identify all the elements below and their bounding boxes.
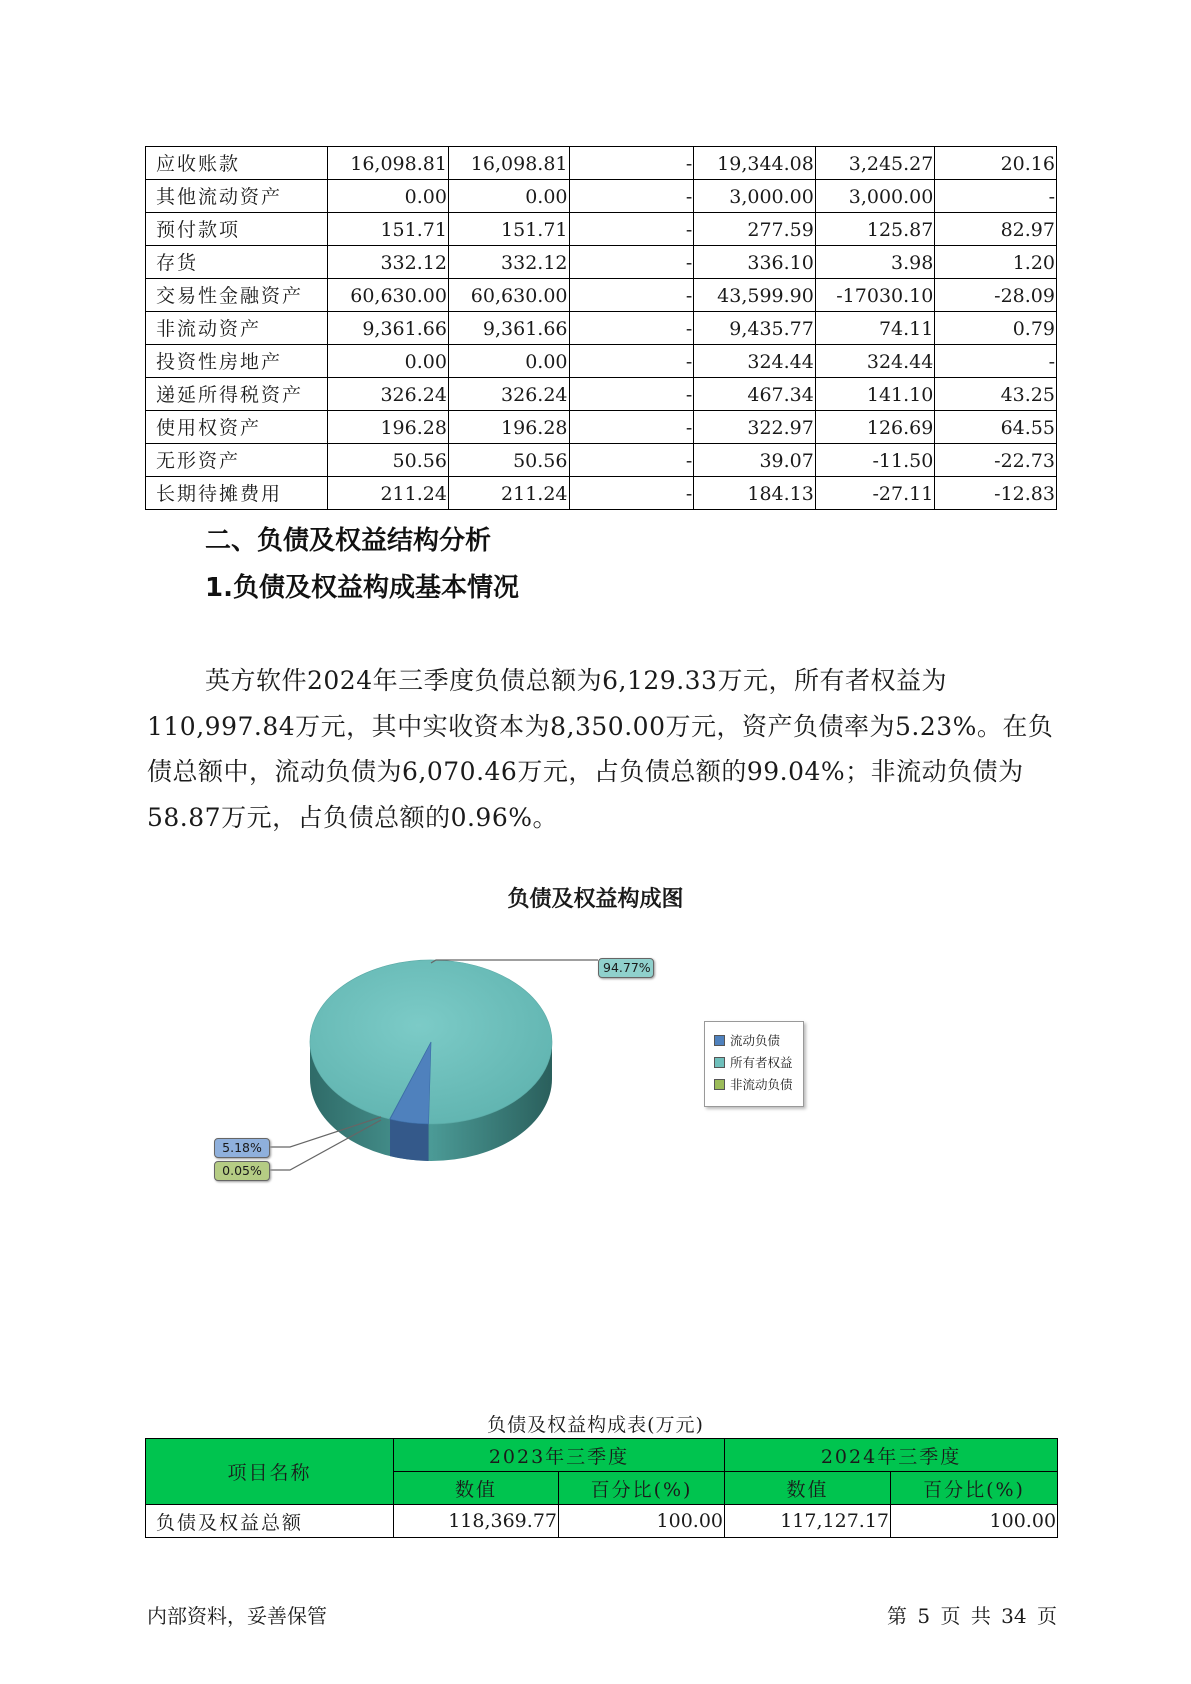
table-cell: - xyxy=(569,246,694,279)
table-cell: 211.24 xyxy=(328,477,449,510)
table-cell: -27.11 xyxy=(815,477,935,510)
legend-swatch-current-liabilities xyxy=(714,1035,725,1046)
table-cell: 126.69 xyxy=(815,411,935,444)
table-cell: - xyxy=(569,378,694,411)
table-cell: 16,098.81 xyxy=(328,147,449,180)
table-cell: 60,630.00 xyxy=(328,279,449,312)
table-cell: 125.87 xyxy=(815,213,935,246)
table-cell: 9,361.66 xyxy=(448,312,569,345)
row-label: 投资性房地产 xyxy=(146,345,328,378)
table-cell: - xyxy=(569,411,694,444)
table-cell: 196.28 xyxy=(448,411,569,444)
table-cell: - xyxy=(935,345,1057,378)
legend-item-noncurrent-liabilities: 非流动负债 xyxy=(714,1076,793,1094)
chart-title: 负债及权益构成图 xyxy=(507,887,684,912)
table-cell: 196.28 xyxy=(328,411,449,444)
table-cell: - xyxy=(569,477,694,510)
table-row xyxy=(146,1505,1058,1538)
header-2024: 2024年三季度 xyxy=(725,1439,1058,1472)
table-cell: 151.71 xyxy=(448,213,569,246)
table-cell: 467.34 xyxy=(694,378,816,411)
table-cell: 322.97 xyxy=(694,411,816,444)
table-cell: 336.10 xyxy=(694,246,816,279)
pie-label-current-liabilities: 5.18% xyxy=(214,1138,270,1158)
table-cell: 3,000.00 xyxy=(694,180,816,213)
table-cell: - xyxy=(569,180,694,213)
table-cell: 326.24 xyxy=(448,378,569,411)
header-2024-value: 数值 xyxy=(725,1472,891,1505)
header-2023: 2023年三季度 xyxy=(394,1439,725,1472)
table-cell: - xyxy=(569,444,694,477)
table-cell: 277.59 xyxy=(694,213,816,246)
header-2024-pct: 百分比(%) xyxy=(891,1472,1058,1505)
table-cell: 3,245.27 xyxy=(815,147,935,180)
table-cell: 50.56 xyxy=(328,444,449,477)
liability-table xyxy=(145,1438,1058,1538)
table-cell: 326.24 xyxy=(328,378,449,411)
row-label: 无形资产 xyxy=(146,444,328,477)
section-heading: 二、负债及权益结构分析 xyxy=(205,526,492,556)
table-caption: 负债及权益构成表(万元) xyxy=(487,1414,704,1436)
table-cell: 0.00 xyxy=(328,180,449,213)
header-2023-pct: 百分比(%) xyxy=(559,1472,725,1505)
legend-swatch-noncurrent-liabilities xyxy=(714,1079,725,1090)
sub-heading: 1.负债及权益构成基本情况 xyxy=(205,573,519,603)
legend-swatch-equity xyxy=(714,1057,725,1068)
row-label: 非流动资产 xyxy=(146,312,328,345)
table-cell: 0.79 xyxy=(935,312,1057,345)
table-cell: 3,000.00 xyxy=(815,180,935,213)
table-cell: 19,344.08 xyxy=(694,147,816,180)
chart-legend xyxy=(704,1021,804,1107)
table-cell: - xyxy=(569,213,694,246)
table-cell: 82.97 xyxy=(935,213,1057,246)
table-cell: 211.24 xyxy=(448,477,569,510)
table-cell: 141.10 xyxy=(815,378,935,411)
table-cell: -17030.10 xyxy=(815,279,935,312)
table-cell: 324.44 xyxy=(694,345,816,378)
row-label: 存货 xyxy=(146,246,328,279)
row-label: 递延所得税资产 xyxy=(146,378,328,411)
table-cell: 74.11 xyxy=(815,312,935,345)
analysis-paragraph: 英方软件2024年三季度负债总额为6,129.33万元，所有者权益为110,997.84万元，其中实收资本为8,350.00万元，资产负债率为5.23%。在负债总额中，流动负债为6,070.46万元，占负债总额的99.04%；非流动负债为58.87万元，占负债总额的0.96%。 xyxy=(147,666,1054,832)
table-cell: 60,630.00 xyxy=(448,279,569,312)
table-cell: - xyxy=(569,312,694,345)
table-cell: -11.50 xyxy=(815,444,935,477)
table-cell: 9,435.77 xyxy=(694,312,816,345)
table-cell: 0.00 xyxy=(448,180,569,213)
table-cell: - xyxy=(569,345,694,378)
pie-label-equity: 94.77% xyxy=(598,958,654,978)
legend-item-equity: 所有者权益 xyxy=(714,1054,793,1072)
row-label: 使用权资产 xyxy=(146,411,328,444)
row-label: 其他流动资产 xyxy=(146,180,328,213)
table-cell: 151.71 xyxy=(328,213,449,246)
header-2023-value: 数值 xyxy=(394,1472,559,1505)
table-cell: 9,361.66 xyxy=(328,312,449,345)
footer-page-number: 第 5 页 共 34 页 xyxy=(887,1604,1057,1628)
table-cell: 117,127.17 xyxy=(725,1505,891,1538)
table-cell: -12.83 xyxy=(935,477,1057,510)
table-cell: 20.16 xyxy=(935,147,1057,180)
table-cell: 39.07 xyxy=(694,444,816,477)
row-label: 长期待摊费用 xyxy=(146,477,328,510)
table-cell: - xyxy=(935,180,1057,213)
table-cell: - xyxy=(569,147,694,180)
legend-item-current-liabilities: 流动负债 xyxy=(714,1032,780,1050)
table-cell: 64.55 xyxy=(935,411,1057,444)
header-item-name: 项目名称 xyxy=(146,1439,394,1505)
table-cell: 16,098.81 xyxy=(448,147,569,180)
row-label: 预付款项 xyxy=(146,213,328,246)
table-cell: 3.98 xyxy=(815,246,935,279)
table-cell: 332.12 xyxy=(448,246,569,279)
table-cell: 324.44 xyxy=(815,345,935,378)
table-cell: 43,599.90 xyxy=(694,279,816,312)
table-cell: 100.00 xyxy=(891,1505,1058,1538)
footer-confidential: 内部资料，妥善保管 xyxy=(147,1604,327,1628)
pie-label-noncurrent-liabilities: 0.05% xyxy=(214,1161,270,1181)
pie-side-current-liabilities xyxy=(390,1119,429,1161)
table-cell: 332.12 xyxy=(328,246,449,279)
table-cell: 0.00 xyxy=(448,345,569,378)
table-cell: -22.73 xyxy=(935,444,1057,477)
table-cell: - xyxy=(569,279,694,312)
table-cell: 43.25 xyxy=(935,378,1057,411)
row-label: 应收账款 xyxy=(146,147,328,180)
row-label: 负债及权益总额 xyxy=(146,1505,394,1538)
table-cell: 100.00 xyxy=(559,1505,725,1538)
table-cell: 118,369.77 xyxy=(394,1505,559,1538)
table-cell: 1.20 xyxy=(935,246,1057,279)
table-cell: 184.13 xyxy=(694,477,816,510)
table-cell: -28.09 xyxy=(935,279,1057,312)
row-label: 交易性金融资产 xyxy=(146,279,328,312)
table-cell: 0.00 xyxy=(328,345,449,378)
table-cell: 50.56 xyxy=(448,444,569,477)
